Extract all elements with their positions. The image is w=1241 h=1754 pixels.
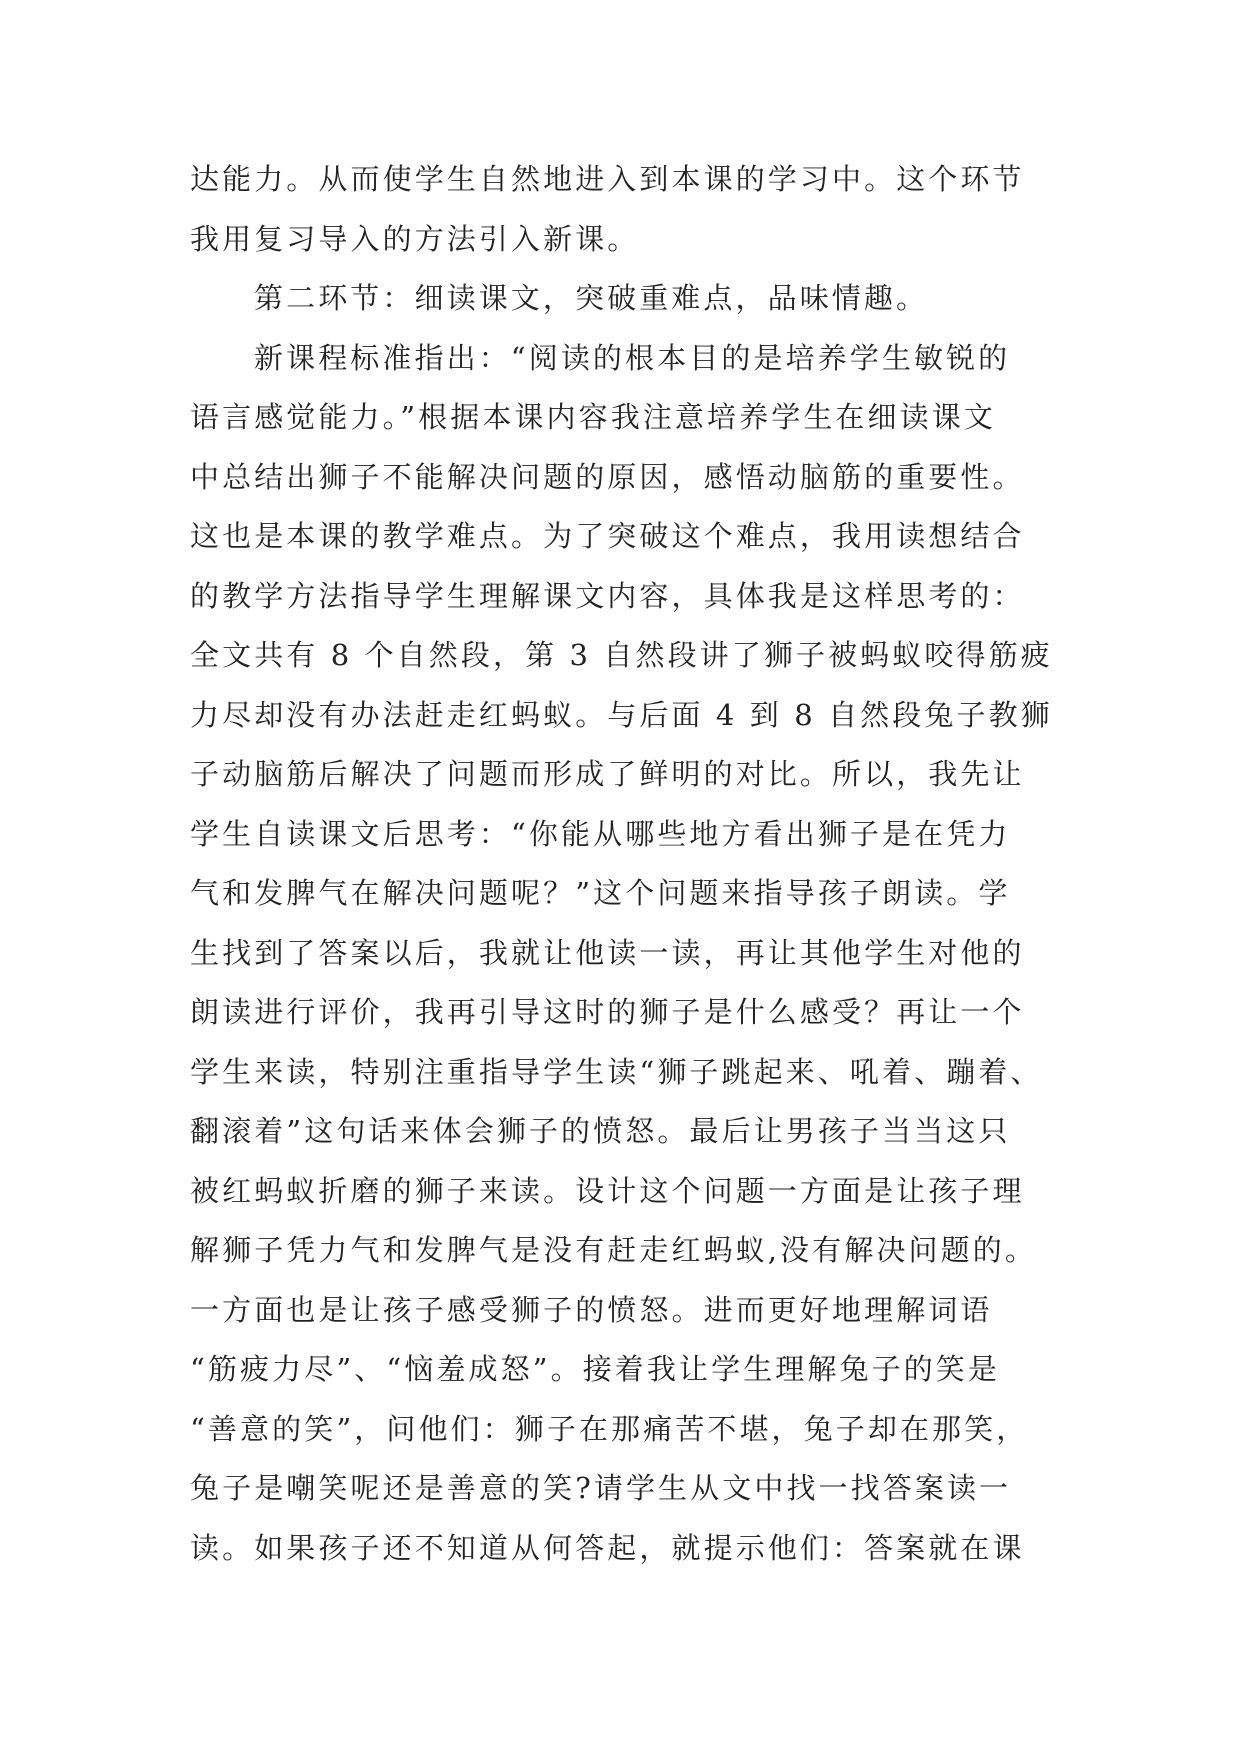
text-line: 子动脑筋后解决了问题而形成了鲜明的对比。所以，我先让: [190, 757, 1025, 791]
text-line: 学生来读，特别注重指导学生读“狮子跳起来、吼着、蹦着、: [190, 1054, 1043, 1089]
text-line: 力尽却没有办法赶走红蚂蚁。与后面 4 到 8 自然段兔子教狮: [190, 697, 1053, 732]
text-line: 被红蚂蚁折磨的狮子来读。设计这个问题一方面是让孩子理: [190, 1173, 1025, 1208]
text-line: 这也是本课的教学难点。为了突破这个难点，我用读想结合: [190, 519, 1025, 553]
text-line: 我用复习导入的方法引入新课。: [190, 221, 640, 256]
text-line: 语言感觉能力。”根据本课内容我注意培养学生在细读课文: [190, 400, 996, 434]
text-line: 朗读进行评价，我再引导这时的狮子是什么感受？再让一个: [190, 995, 1025, 1029]
section-heading: 第二环节：细读课文，突破重难点，品味情趣。: [254, 281, 929, 315]
text-line: 中总结出狮子不能解决问题的原因，感悟动脑筋的重要性。: [190, 459, 1025, 494]
text-line: 一方面也是让孩子感受狮子的愤怒。进而更好地理解词语: [190, 1292, 993, 1327]
text-line: “善意的笑”，问他们：狮子在那痛苦不堪，兔子却在那笑，: [190, 1411, 1029, 1446]
text-line: 气和发脾气在解决问题呢？”这个问题来指导孩子朗读。学: [190, 876, 1011, 910]
text-line: 翻滚着”这句话来体会狮子的愤怒。最后让男孩子当当这只: [190, 1114, 1011, 1148]
text-line: 学生自读课文后思考：“你能从哪些地方看出狮子是在凭力: [190, 816, 1011, 851]
text-line: 兔子是嘲笑呢还是善意的笑?请学生从文中找一找答案读一: [190, 1471, 1012, 1505]
text-line: 新课程标准指出：“阅读的根本目的是培养学生敏锐的: [254, 340, 1011, 375]
text-line: 读。如果孩子还不知道从何答起，就提示他们：答案就在课: [190, 1530, 1025, 1565]
text-line: 解狮子凭力气和发脾气是没有赶走红蚂蚁,没有解决问题的。: [190, 1233, 1037, 1267]
text-line: 的教学方法指导学生理解课文内容，具体我是这样思考的：: [190, 578, 1025, 613]
text-line: 达能力。从而使学生自然地进入到本课的学习中。这个环节: [190, 162, 1025, 196]
document-body: [190, 150, 1053, 1578]
text-line: 全文共有 8 个自然段，第 3 自然段讲了狮子被蚂蚁咬得筋疲: [190, 638, 1053, 672]
text-line: 生找到了答案以后，我就让他读一读，再让其他学生对他的: [190, 935, 1025, 970]
text-line: “筋疲力尽”、“恼羞成怒”。接着我让学生理解兔子的笑是: [190, 1352, 1001, 1386]
